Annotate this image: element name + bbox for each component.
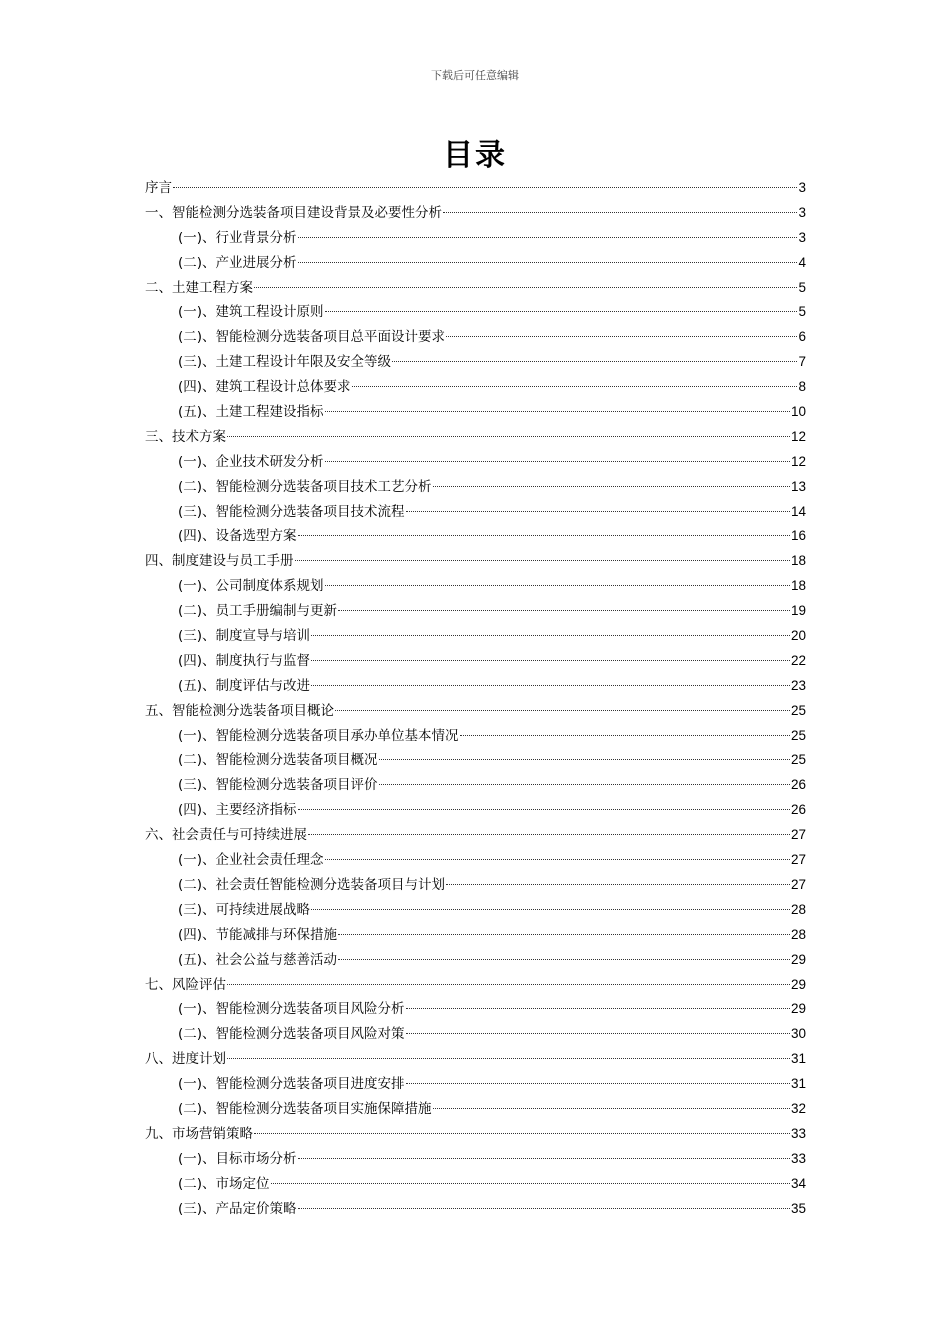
toc-dot-leader [311, 685, 790, 686]
toc-dot-leader [446, 884, 790, 885]
toc-entry-page-number: 31 [790, 1051, 806, 1067]
toc-entry-label: 三、技术方案 [145, 428, 226, 445]
toc-entry-label: (二)、智能检测分选装备项目总平面设计要求 [178, 329, 446, 346]
toc-dot-leader [446, 336, 797, 337]
toc-dot-leader [298, 535, 790, 536]
toc-entry-label: (二)、员工手册编制与更新 [178, 603, 338, 620]
toc-entry-page-number: 31 [790, 1076, 806, 1092]
toc-entry-page-number: 18 [790, 553, 806, 569]
toc-entry-page-number: 12 [790, 453, 806, 469]
toc-subsection-entry[interactable] [145, 325, 806, 350]
toc-entry-label: 六、社会责任与可持续进展 [145, 827, 307, 844]
toc-subsection-entry[interactable] [145, 524, 806, 549]
toc-section-entry[interactable] [145, 823, 806, 848]
toc-section-entry[interactable] [145, 699, 806, 724]
toc-subsection-entry[interactable] [145, 1197, 806, 1222]
toc-entry-page-number: 30 [790, 1026, 806, 1042]
page-title: 目录 [443, 138, 507, 173]
toc-entry-page-number: 23 [790, 677, 806, 693]
toc-entry-page-number: 3 [798, 204, 806, 220]
table-of-contents [145, 176, 806, 1221]
toc-entry-label: (一)、目标市场分析 [178, 1150, 297, 1167]
toc-entry-label: (一)、企业技术研发分析 [178, 453, 324, 470]
toc-subsection-entry[interactable] [145, 500, 806, 525]
toc-subsection-entry[interactable] [145, 1097, 806, 1122]
toc-entry-label: 四、制度建设与员工手册 [145, 553, 294, 570]
toc-entry-label: (三)、可持续进展战略 [178, 901, 311, 918]
toc-dot-leader [433, 1108, 790, 1109]
toc-entry-label: (二)、智能检测分选装备项目风险对策 [178, 1026, 405, 1043]
toc-dot-leader [271, 1183, 790, 1184]
toc-entry-page-number: 10 [790, 404, 806, 420]
toc-dot-leader [254, 287, 797, 288]
toc-entry-label: 一、智能检测分选装备项目建设背景及必要性分析 [145, 204, 442, 221]
toc-subsection-entry[interactable] [145, 1022, 806, 1047]
toc-dot-leader [338, 934, 790, 935]
toc-entry-page-number: 3 [798, 229, 806, 245]
toc-dot-leader [406, 1083, 790, 1084]
toc-entry-label: 二、土建工程方案 [145, 279, 253, 296]
toc-subsection-entry[interactable] [145, 898, 806, 923]
toc-entry-label: (二)、智能检测分选装备项目实施保障措施 [178, 1100, 432, 1117]
toc-dot-leader [227, 436, 790, 437]
toc-subsection-entry[interactable] [145, 748, 806, 773]
toc-dot-leader [338, 959, 790, 960]
toc-dot-leader [392, 361, 797, 362]
toc-section-entry[interactable] [145, 549, 806, 574]
toc-entry-page-number: 32 [790, 1100, 806, 1116]
toc-entry-page-number: 34 [790, 1175, 806, 1191]
toc-entry-page-number: 27 [790, 876, 806, 892]
toc-dot-leader [311, 635, 790, 636]
toc-entry-page-number: 35 [790, 1200, 806, 1216]
toc-entry-label: (二)、产业进展分析 [178, 254, 297, 271]
toc-entry-label: (一)、行业背景分析 [178, 229, 297, 246]
toc-entry-label: (三)、智能检测分选装备项目评价 [178, 777, 378, 794]
toc-entry-page-number: 22 [790, 652, 806, 668]
toc-dot-leader [325, 859, 790, 860]
toc-dot-leader [352, 386, 798, 387]
toc-entry-page-number: 29 [790, 1001, 806, 1017]
toc-subsection-entry[interactable] [145, 574, 806, 599]
toc-entry-label: (三)、产品定价策略 [178, 1200, 297, 1217]
toc-entry-label: (四)、建筑工程设计总体要求 [178, 379, 351, 396]
toc-entry-label: (一)、建筑工程设计原则 [178, 304, 324, 321]
toc-subsection-entry[interactable] [145, 624, 806, 649]
toc-entry-label: (一)、智能检测分选装备项目进度安排 [178, 1076, 405, 1093]
toc-section-entry[interactable] [145, 176, 806, 201]
toc-dot-leader [406, 1008, 790, 1009]
toc-entry-page-number: 29 [790, 976, 806, 992]
toc-entry-page-number: 6 [798, 329, 806, 345]
toc-entry-label: 九、市场营销策略 [145, 1125, 253, 1142]
toc-dot-leader [298, 1158, 790, 1159]
toc-entry-page-number: 26 [790, 802, 806, 818]
toc-entry-page-number: 5 [798, 279, 806, 295]
toc-entry-page-number: 25 [790, 702, 806, 718]
toc-dot-leader [298, 1208, 790, 1209]
toc-subsection-entry[interactable] [145, 649, 806, 674]
toc-entry-label: (五)、社会公益与慈善活动 [178, 951, 338, 968]
toc-entry-page-number: 3 [798, 180, 806, 195]
toc-dot-leader [443, 212, 797, 213]
toc-subsection-entry[interactable] [145, 997, 806, 1022]
toc-entry-page-number: 8 [798, 379, 806, 395]
toc-section-entry[interactable] [145, 1122, 806, 1147]
toc-dot-leader [227, 984, 790, 985]
toc-entry-label: 七、风险评估 [145, 976, 226, 993]
toc-dot-leader [325, 585, 790, 586]
toc-dot-leader [295, 560, 790, 561]
toc-subsection-entry[interactable] [145, 798, 806, 823]
toc-entry-label: (五)、土建工程建设指标 [178, 404, 324, 421]
toc-entry-label: (四)、制度执行与监督 [178, 652, 311, 669]
toc-entry-page-number: 25 [790, 752, 806, 768]
toc-entry-label: (三)、智能检测分选装备项目技术流程 [178, 503, 405, 520]
toc-entry-label: (五)、制度评估与改进 [178, 677, 311, 694]
toc-dot-leader [311, 660, 790, 661]
toc-entry-page-number: 14 [790, 503, 806, 519]
toc-dot-leader [298, 262, 798, 263]
toc-entry-page-number: 33 [790, 1125, 806, 1141]
toc-dot-leader [433, 486, 790, 487]
toc-entry-label: 序言 [145, 180, 172, 196]
toc-entry-page-number: 27 [790, 827, 806, 843]
toc-dot-leader [325, 411, 790, 412]
toc-entry-page-number: 16 [790, 528, 806, 544]
toc-subsection-entry[interactable] [145, 1147, 806, 1172]
toc-section-entry[interactable] [145, 425, 806, 450]
toc-entry-label: (二)、智能检测分选装备项目概况 [178, 752, 378, 769]
toc-subsection-entry[interactable] [145, 674, 806, 699]
toc-entry-page-number: 20 [790, 628, 806, 644]
toc-subsection-entry[interactable] [145, 1172, 806, 1197]
toc-entry-page-number: 5 [798, 304, 806, 320]
toc-entry-label: (一)、企业社会责任理念 [178, 852, 324, 869]
toc-subsection-entry[interactable] [145, 350, 806, 375]
toc-entry-page-number: 28 [790, 901, 806, 917]
toc-entry-page-number: 12 [790, 428, 806, 444]
toc-subsection-entry[interactable] [145, 599, 806, 624]
toc-dot-leader [379, 759, 790, 760]
header-note: 下载后可任意编辑 [431, 69, 519, 82]
toc-entry-label: (一)、智能检测分选装备项目风险分析 [178, 1001, 405, 1018]
toc-entry-label: (二)、社会责任智能检测分选装备项目与计划 [178, 876, 446, 893]
toc-entry-page-number: 27 [790, 852, 806, 868]
toc-dot-leader [254, 1133, 790, 1134]
toc-dot-leader [308, 834, 790, 835]
toc-subsection-entry[interactable] [145, 300, 806, 325]
toc-dot-leader [325, 461, 790, 462]
toc-entry-page-number: 33 [790, 1150, 806, 1166]
toc-dot-leader [379, 784, 790, 785]
toc-entry-label: (四)、设备选型方案 [178, 528, 297, 545]
toc-entry-label: 八、进度计划 [145, 1051, 226, 1068]
toc-entry-label: (二)、市场定位 [178, 1175, 270, 1192]
toc-dot-leader [325, 311, 798, 312]
toc-section-entry[interactable] [145, 276, 806, 301]
toc-entry-label: (三)、制度宣导与培训 [178, 628, 311, 645]
toc-dot-leader [173, 187, 797, 188]
toc-subsection-entry[interactable] [145, 375, 806, 400]
toc-entry-page-number: 19 [790, 603, 806, 619]
toc-entry-label: (二)、智能检测分选装备项目技术工艺分析 [178, 478, 432, 495]
toc-dot-leader [406, 1033, 790, 1034]
toc-dot-leader [298, 809, 790, 810]
toc-dot-leader [338, 610, 790, 611]
toc-dot-leader [406, 511, 790, 512]
toc-section-entry[interactable] [145, 973, 806, 998]
toc-entry-label: 五、智能检测分选装备项目概论 [145, 702, 334, 719]
toc-subsection-entry[interactable] [145, 948, 806, 973]
toc-entry-page-number: 4 [798, 254, 806, 270]
toc-subsection-entry[interactable] [145, 226, 806, 251]
toc-subsection-entry[interactable] [145, 848, 806, 873]
toc-subsection-entry[interactable] [145, 400, 806, 425]
toc-entry-label: (三)、土建工程设计年限及安全等级 [178, 354, 392, 371]
toc-entry-page-number: 13 [790, 478, 806, 494]
toc-dot-leader [227, 1058, 790, 1059]
toc-entry-page-number: 28 [790, 926, 806, 942]
toc-entry-page-number: 25 [790, 727, 806, 743]
toc-entry-page-number: 29 [790, 951, 806, 967]
toc-entry-page-number: 18 [790, 578, 806, 594]
toc-subsection-entry[interactable] [145, 923, 806, 948]
toc-subsection-entry[interactable] [145, 773, 806, 798]
toc-dot-leader [298, 237, 798, 238]
toc-section-entry[interactable] [145, 201, 806, 226]
toc-dot-leader [460, 735, 790, 736]
toc-subsection-entry[interactable] [145, 251, 806, 276]
toc-entry-label: (一)、智能检测分选装备项目承办单位基本情况 [178, 727, 459, 744]
toc-subsection-entry[interactable] [145, 873, 806, 898]
toc-subsection-entry[interactable] [145, 724, 806, 749]
toc-entry-label: (一)、公司制度体系规划 [178, 578, 324, 595]
toc-section-entry[interactable] [145, 1047, 806, 1072]
toc-entry-page-number: 7 [798, 354, 806, 370]
toc-entry-label: (四)、主要经济指标 [178, 802, 297, 819]
toc-entry-label: (四)、节能减排与环保措施 [178, 926, 338, 943]
toc-subsection-entry[interactable] [145, 1072, 806, 1097]
toc-dot-leader [311, 909, 790, 910]
toc-subsection-entry[interactable] [145, 450, 806, 475]
toc-subsection-entry[interactable] [145, 475, 806, 500]
toc-dot-leader [335, 710, 790, 711]
toc-entry-page-number: 26 [790, 777, 806, 793]
